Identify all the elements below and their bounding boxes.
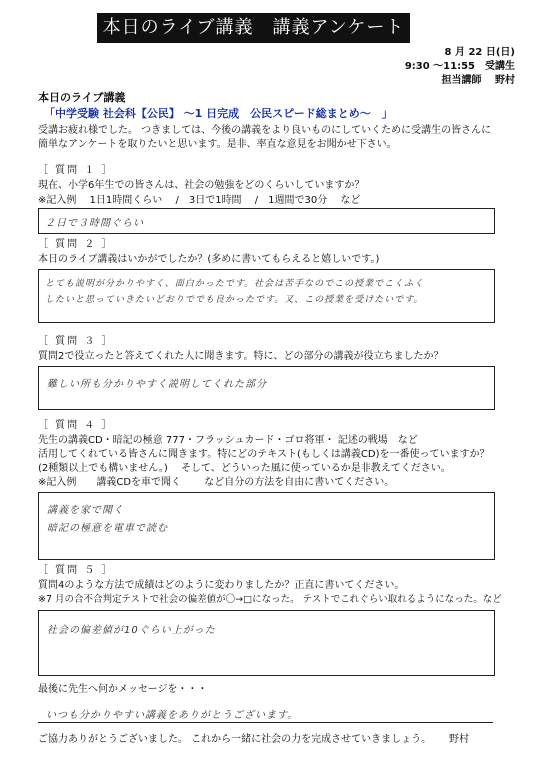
q4-line1: 先生の講義CD・暗記の極意 777・フラッシュカード・ゴロ将軍・ 記述の戦場 など: [38, 435, 418, 446]
q3-question: 質問2で役立ったと答えてくれた人に聞きます。特に、どの部分の講義が役立ちましたか？: [38, 351, 444, 362]
q2-answer-box[interactable]: [38, 269, 495, 323]
q4-answer-box[interactable]: [38, 492, 495, 560]
final-message-prompt: 最後に先生へ何かメッセージを・・・: [38, 684, 208, 695]
lecture-time: 9:30 ～11:55 受講生: [404, 61, 515, 72]
q5-line2: ※7 月の合不合判定テストで社会の偏差値が〇→□になった。 テストでこれぐらい取れるようになった。など: [38, 594, 502, 605]
q1-example: ※記入例 1日1時間くらい / 3日で1時間 / 1週間で30分 など: [38, 195, 361, 206]
q5-heading: ［ 質問 ５ ］: [38, 565, 114, 576]
q1-answer: ２日で３時間ぐらい: [45, 218, 144, 229]
survey-title: 本日のライブ講義 講義アンケート: [97, 13, 410, 43]
q1-answer-box[interactable]: [38, 208, 495, 234]
q4-heading: ［ 質問 ４ ］: [38, 420, 114, 431]
q4-line3: (2種類以上でも構いません。) そして、どういった風に使っているか是非教えてください。: [38, 463, 451, 474]
q5-answer-box[interactable]: [38, 610, 495, 676]
final-message-area[interactable]: [38, 698, 493, 724]
q5-answer: 社会の偏差値が10ぐらい上がった: [47, 625, 216, 636]
footer-thanks: ご協力ありがとうございました。 これから一緒に社会の力を完成させていきましょう。: [38, 734, 432, 745]
q2-answer-line1: とても説明が分かりやすく、面白かったです。社会は苦手なのでこの授業でこくふく: [45, 279, 425, 289]
final-underline: [38, 722, 493, 723]
q1-heading: ［ 質問 １ ］: [38, 165, 114, 176]
q4-line2: 活用してくれている皆さんに聞きます。特にどのテキスト(もしくは講義CD)を一番使っていますか？: [38, 449, 490, 460]
course-title: 「中学受験 社会科【公民】 ～1 日完成 公民スピード総まとめ～ 」: [44, 107, 393, 120]
q4-example: ※記入例 講義CDを車で聞く など自分の方法を自由に書いてください。: [38, 477, 395, 488]
teacher-name: 担当講師 野村: [441, 75, 515, 86]
q4-answer-line2: 暗記の極意を電車で読む: [47, 523, 168, 534]
q2-heading: ［ 質問 ２ ］: [38, 239, 114, 250]
intro-text-line1: 受講お疲れ様でした。 つきましては、今後の講義をより良いものにしていくために受講生の皆さんに: [38, 125, 492, 136]
q3-heading: ［ 質問 ３ ］: [38, 336, 114, 347]
q5-line1: 質問4のような方法で成績はどのように変わりましたか？正直に書いてください。: [38, 580, 405, 591]
intro-text-line2: 簡単なアンケートを取りたいと思います。是非、率直な意見をお聞かせ下さい。: [38, 139, 397, 150]
q2-answer-line2: したいと思っていきたいどおりででも良かったです。又、この授業を受けたいです。: [45, 295, 424, 305]
intro-label: 本日のライブ講義: [38, 91, 126, 104]
q3-answer-box[interactable]: [38, 366, 495, 410]
q3-answer: 難しい所も分かりやすく説明してくれた部分: [47, 379, 267, 390]
q2-question: 本日のライブ講義はいかがでしたか？(多めに書いてもらえると嬉しいです。): [38, 254, 380, 265]
final-message-answer: いつも分かりやすい講義をありがとうございます。: [46, 710, 299, 721]
q4-answer-line1: 講義を家で聞く: [47, 505, 124, 516]
lecture-date: 8 月 22 日(日): [444, 47, 515, 58]
q1-question: 現在、小学6年生での皆さんは、社会の勉強をどのくらいしていますか？: [38, 180, 365, 191]
footer-signature: 野村: [449, 734, 469, 745]
